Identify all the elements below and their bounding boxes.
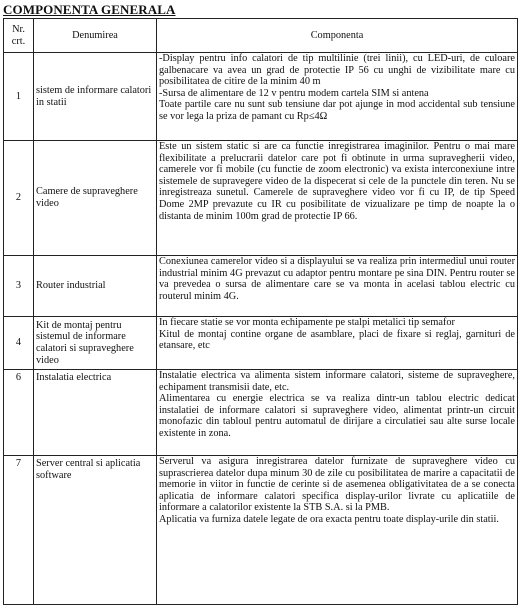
row-number: 6	[4, 370, 34, 456]
row-denumirea: Kit de montaj pentru sistemul de informare calatori si supraveghere video	[34, 317, 157, 370]
table-row	[4, 370, 518, 456]
row-number: 2	[4, 141, 34, 256]
row-componenta	[157, 256, 518, 317]
componenta-paragraph: -Display pentru info calatori de tip multilinie (trei linii), cu LED-uri, de culoare galbenacare va avea un grad de protectie IP 56 cu unghi de vizibilitate mare cu posibilitatea de citire de la minim 40 m	[159, 53, 515, 88]
componenta-paragraph: Serverul va asigura inregistrarea datelor furnizate de supraveghere video cu suprascrierea datelor dupa minum 30 de zile cu posibilitatea de marire a capacitatii de memorie in viitor in functie de cerinte si de asemenea obligativitatea de a se conecta aplicatia de informare calatori specifica display-urilor livrate cu aplicatiile de informare a calatorilor existente la STB S.A. si la PMB.	[159, 456, 515, 514]
row-denumirea: Router industrial	[34, 256, 157, 317]
row-number: 7	[4, 456, 34, 605]
row-denumirea: Instalatia electrica	[34, 370, 157, 456]
componenta-paragraph: Conexiunea camerelor video si a displayului se va realiza prin intermediul unui router industrial minim 4G prevazut cu adaptor pentru montare pe sina DIN. Pentru router se va prevedea o sursa de alimentare care se va monta in acelasi tablou electric cu routerul minim 4G.	[159, 256, 515, 302]
header-denumirea: Denumirea	[34, 19, 157, 53]
row-denumirea: sistem de informare calatori in statii	[34, 53, 157, 141]
header-nr: Nr. crt.	[4, 19, 34, 53]
row-componenta	[157, 141, 518, 256]
components-table	[3, 18, 518, 605]
componenta-paragraph: Este un sistem static si are ca functie inregistrarea imaginilor. Pentru o mai mare flexibilitate a prelucrarii datelor care pot fi obtinute in urma supravegherii video, camerele vor fi mobile (cu functie de zoom electronic) va exista interconexiune intre sistemele de supravegere video de la dispecerat si cele de la punctele din teren. Nu se inregistreaza sunetul. Camerele de supraveghere video vor fi cu IP, de tip Speed Dome 2MP prevazute cu IR cu posibilitate de vizualizare pe timp de noapte la o distanta de minim 100m grad de protectie IP 66.	[159, 141, 515, 222]
table-header-row	[4, 19, 518, 53]
componenta-paragraph: Instalatie electrica va alimenta sistem informare calatori, sisteme de supraveghere, echipament transmisii date, etc.	[159, 370, 515, 393]
table-row	[4, 317, 518, 370]
componenta-paragraph: Aplicatia va furniza datele legate de ora exacta pentru toate display-urile din statii.	[159, 513, 499, 525]
row-number: 1	[4, 53, 34, 141]
componenta-paragraph: Kitul de montaj contine organe de asamblare, placi de fixare si reglaj, garnituri de etansare, etc	[159, 328, 515, 352]
document-title: COMPONENTA GENERALA	[3, 2, 176, 17]
header-componenta: Componenta	[157, 19, 518, 53]
row-componenta	[157, 370, 518, 456]
componenta-paragraph: Toate partile care nu sunt sub tensiune dar pot ajunge in mod accidental sub tensiune se vor lega la priza de pamant cu Rp≤4Ω	[159, 99, 515, 122]
table-row	[4, 141, 518, 256]
row-denumirea: Camere de supraveghere video	[34, 141, 157, 256]
row-denumirea: Server central si aplicatia software	[34, 456, 157, 605]
row-componenta	[157, 317, 518, 370]
row-number: 3	[4, 256, 34, 317]
table-row	[4, 53, 518, 141]
componenta-paragraph: In fiecare statie se vor monta echipamente pe stalpi metalici tip semafor	[159, 317, 455, 328]
table-row	[4, 456, 518, 605]
componenta-paragraph: Alimentarea cu energie electrica se va realiza dintr-un tablou electric dedicat instalatiei de informare calatori si supraveghere video, alimentat printr-un circuit monofazic din tabloul pentru automatul de dirijare a circulatiei sau alte surse locale existente in zona.	[159, 393, 515, 439]
row-componenta	[157, 456, 518, 605]
componenta-paragraph: -Sursa de alimentare de 12 v pentru modem cartela SIM si antena	[159, 87, 429, 99]
row-number: 4	[4, 317, 34, 370]
table-row	[4, 256, 518, 317]
row-componenta	[157, 53, 518, 141]
